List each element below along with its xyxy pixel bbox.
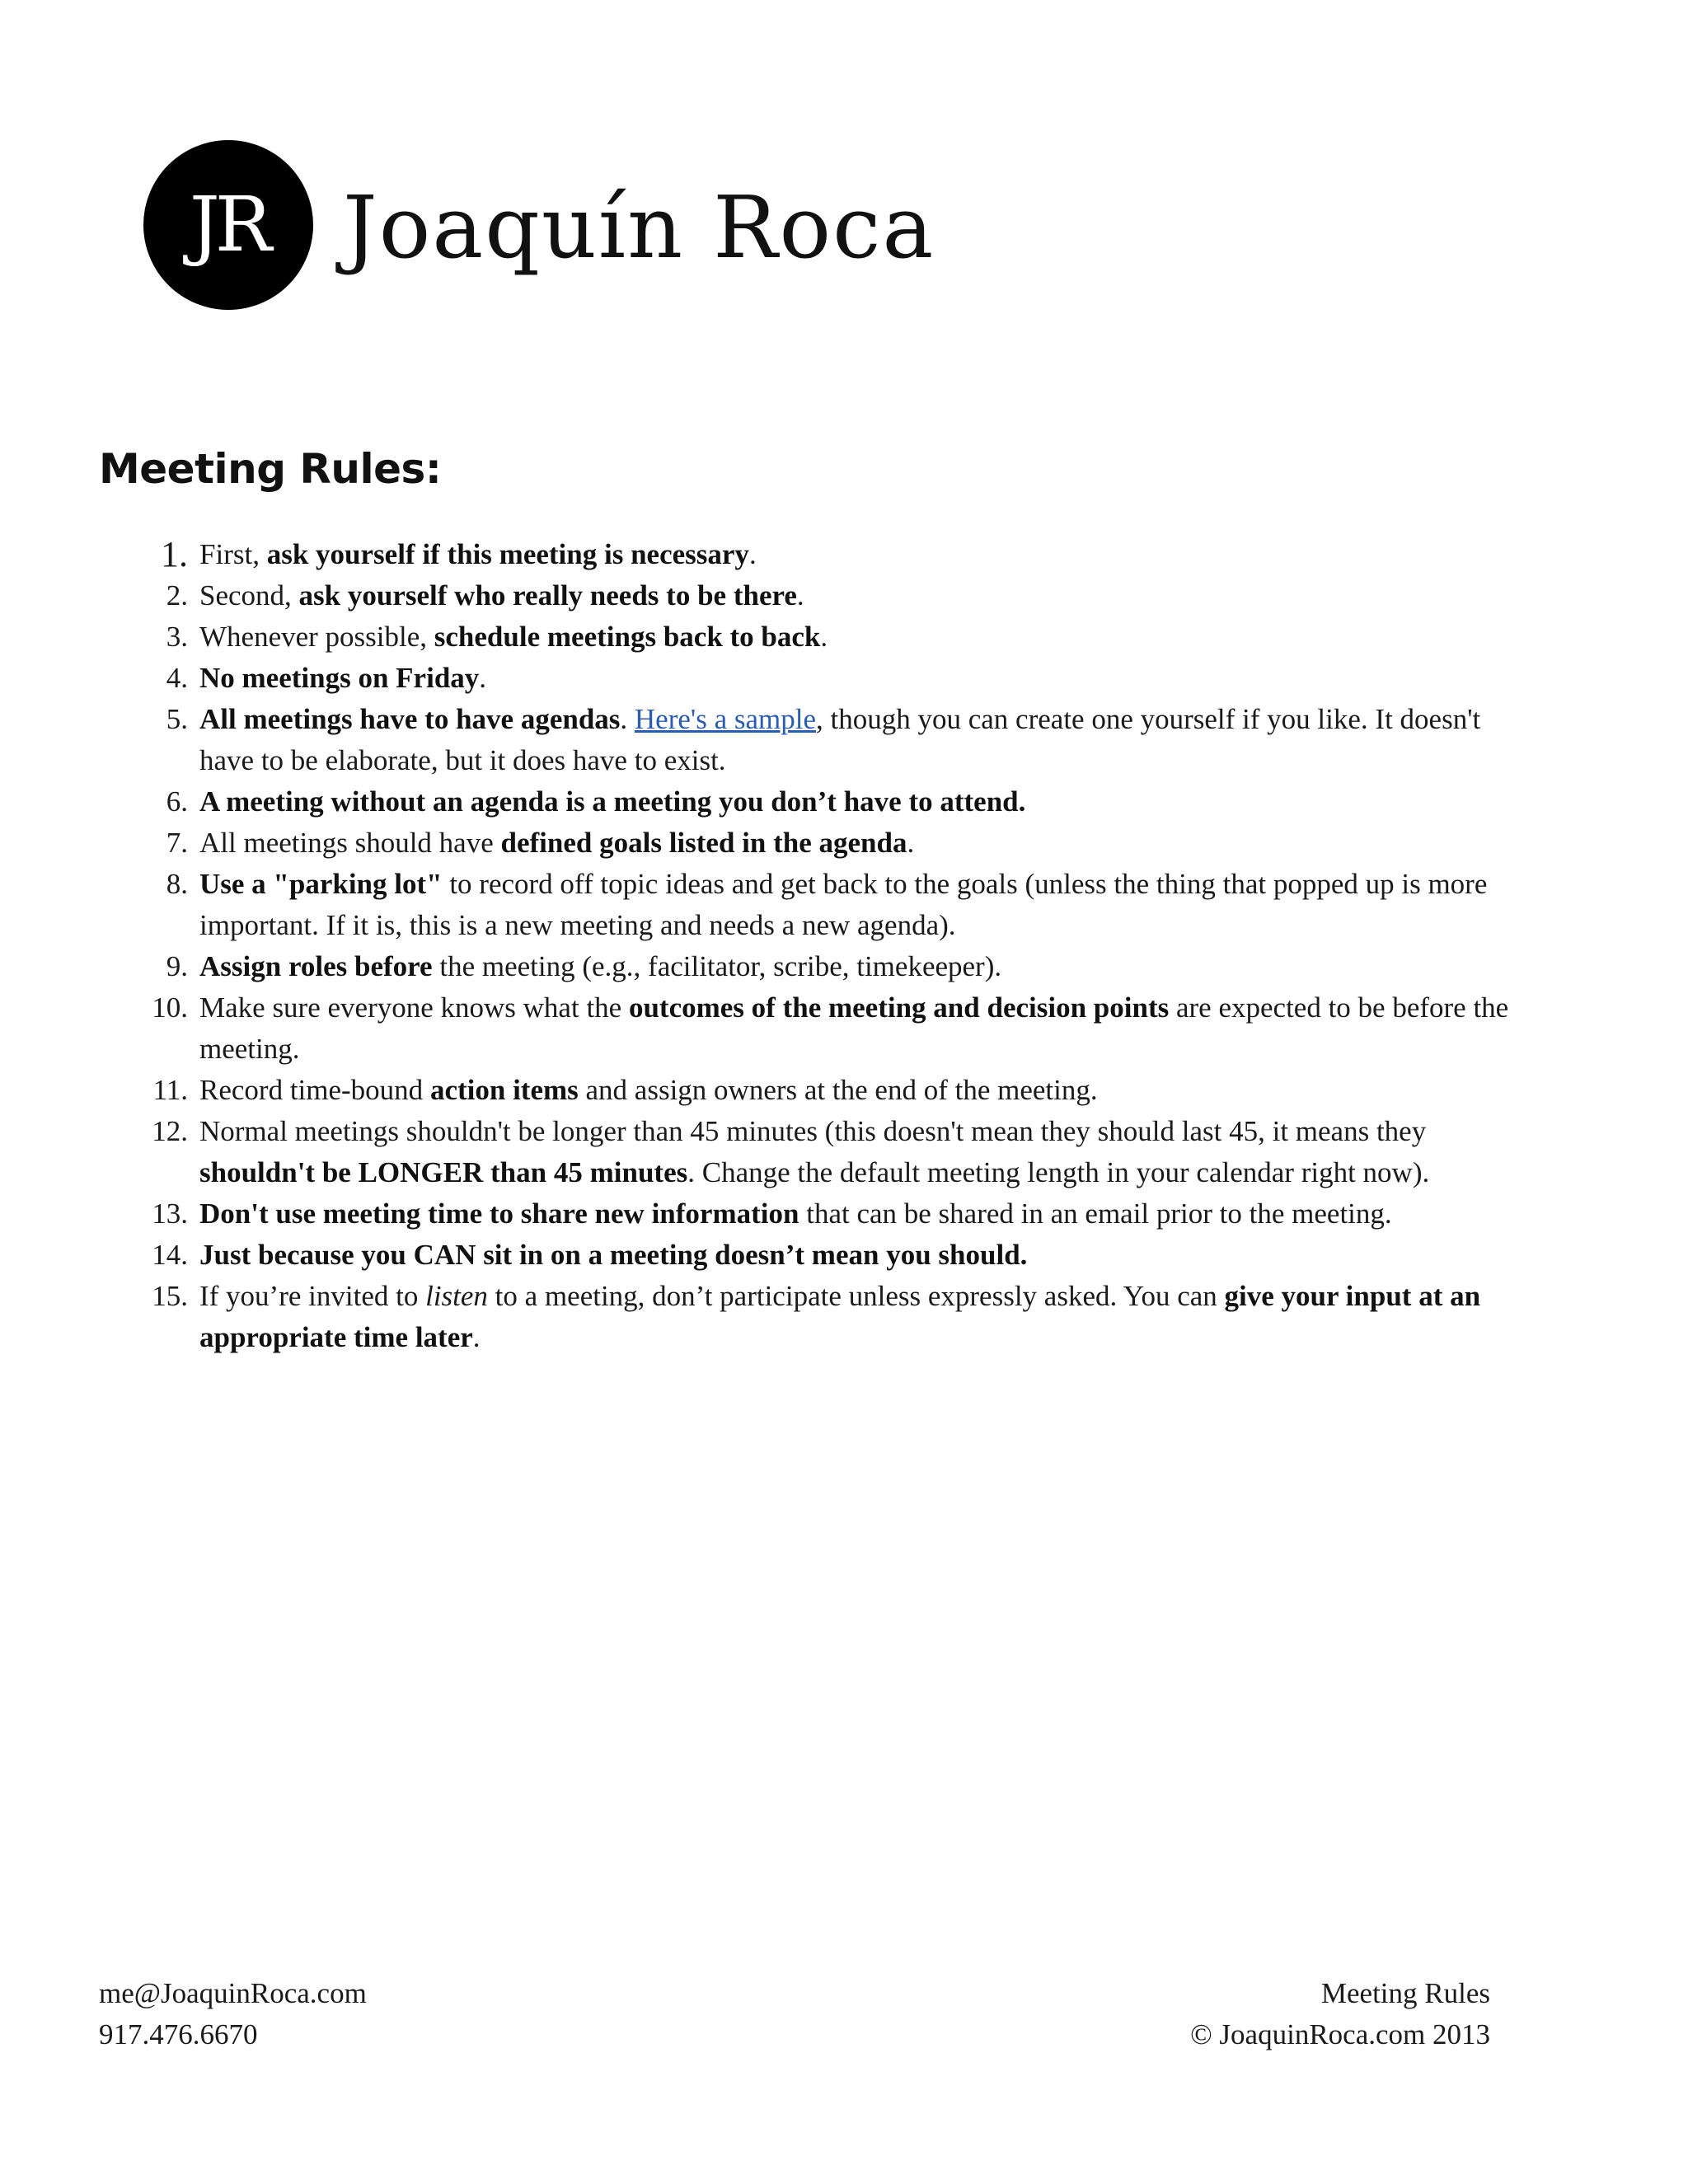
rule-text-part: .	[472, 1321, 481, 1353]
rule-emphasis: Don't use meeting time to share new information	[199, 1197, 799, 1230]
rule-text	[199, 991, 1508, 1065]
rule-text-part: .	[820, 621, 828, 653]
rule-emphasis: schedule meetings back to back	[434, 621, 821, 653]
footer-copyright: © JoaquinRoca.com 2013	[1190, 2018, 1490, 2050]
rule-emphasis: action items	[429, 1074, 579, 1106]
rule-item	[0, 987, 1688, 1070]
rule-text	[199, 703, 1480, 776]
rule-italic: listen	[425, 1280, 488, 1312]
rule-item	[0, 864, 1688, 946]
rule-item	[0, 658, 1688, 699]
rule-item	[0, 616, 1688, 658]
rule-text	[199, 662, 486, 694]
footer-doc-title: Meeting Rules	[1320, 1977, 1490, 2009]
rule-text-part: , though you can create one yourself if you like. It doesn't have to be elaborate, but it does have to exist.	[199, 703, 1481, 776]
rule-number: 14.	[152, 1239, 188, 1271]
rule-text	[199, 621, 828, 653]
sample-agenda-link[interactable]: Here's a sample	[634, 703, 817, 735]
rule-text-part: If you’re invited to	[199, 1280, 426, 1312]
rule-text	[199, 1280, 1480, 1353]
rule-text-part: to a meeting, don’t participate unless expressly asked. You can	[487, 1280, 1225, 1312]
rule-text	[199, 950, 1001, 982]
rule-text	[199, 1074, 1098, 1106]
rule-text-part: that can be shared in an email prior to the meeting.	[799, 1197, 1392, 1230]
rule-text	[199, 579, 804, 612]
rule-emphasis: shouldn't be LONGER than 45 minutes	[199, 1156, 688, 1188]
logo	[143, 140, 935, 310]
rule-number: 4.	[166, 662, 188, 694]
rule-item	[0, 1193, 1688, 1235]
rules-list	[0, 534, 1688, 1358]
footer-phone: 917.476.6670	[99, 2018, 258, 2050]
rule-item	[0, 1276, 1688, 1358]
logo-initials: JR	[189, 180, 268, 269]
rule-emphasis: No meetings on Friday	[199, 662, 480, 694]
rule-emphasis: Use a "parking lot"	[199, 868, 443, 900]
page-title: Meeting Rules:	[99, 445, 442, 493]
logo-name: Joaquín Roca	[343, 177, 935, 278]
rule-text-part: Record time-bound	[199, 1074, 430, 1106]
rule-emphasis: All meetings have to have agendas	[199, 703, 621, 735]
rule-text	[199, 785, 1025, 818]
rule-item	[0, 575, 1688, 616]
logo-monogram	[143, 140, 313, 310]
rule-text-part: to record off topic ideas and get back to the goals (unless the thing that popped up is more important. If it is, this is a new meeting and needs a new agenda).	[199, 868, 1488, 941]
rule-number: 2.	[166, 579, 188, 612]
rule-number: 9.	[166, 950, 188, 982]
rule-text-part: .	[620, 703, 635, 735]
footer-doc-info	[1190, 1973, 1490, 2055]
rule-item	[0, 1070, 1688, 1111]
rule-number: 8.	[166, 868, 188, 900]
rule-emphasis: defined goals listed in the agenda	[500, 827, 907, 859]
rule-text-part: Second,	[199, 579, 299, 612]
rule-text-part: the meeting (e.g., facilitator, scribe, timekeeper).	[432, 950, 1002, 982]
rule-item	[0, 781, 1688, 823]
rule-emphasis: A meeting without an agenda is a meeting you don’t have to attend.	[199, 785, 1026, 818]
rule-item	[0, 534, 1688, 575]
rule-text-part: and assign owners at the end of the meeting.	[578, 1074, 1098, 1106]
rule-text	[199, 538, 757, 570]
rule-number: 6.	[166, 785, 188, 818]
rule-item	[0, 1235, 1688, 1276]
rule-emphasis: ask yourself if this meeting is necessary	[266, 538, 749, 570]
rule-emphasis: outcomes of the meeting and decision points	[628, 991, 1170, 1024]
rule-text	[199, 1239, 1027, 1271]
rule-text-part: First,	[199, 538, 267, 570]
rule-text-part: .	[479, 662, 487, 694]
rule-emphasis: Assign roles before	[199, 950, 433, 982]
rule-number: 10.	[152, 991, 188, 1024]
rule-emphasis: ask yourself who really needs to be there	[298, 579, 797, 612]
rule-text-part: Normal meetings shouldn't be longer than 45 minutes (this doesn't mean they should last 45, it means they	[199, 1115, 1427, 1147]
rule-number: 5.	[166, 703, 188, 735]
rule-text-part: Make sure everyone knows what the	[199, 991, 629, 1024]
rule-text-part: .	[796, 579, 804, 612]
rule-text	[199, 1115, 1429, 1188]
rule-number: 11.	[152, 1074, 188, 1106]
rule-emphasis: give your input at an appropriate time later	[199, 1280, 1481, 1353]
rule-text	[199, 868, 1487, 941]
rule-text	[199, 827, 914, 859]
rule-number: 1.	[161, 534, 188, 574]
rule-number: 3.	[166, 621, 188, 653]
rule-text-part: .	[748, 538, 757, 570]
rule-number: 13.	[152, 1197, 188, 1230]
rule-number: 15.	[152, 1280, 188, 1312]
rule-text	[199, 1197, 1392, 1230]
rule-item	[0, 699, 1688, 781]
rule-text-part: Whenever possible,	[199, 621, 434, 653]
rule-text-part: are expected to be before the meeting.	[199, 991, 1509, 1065]
rule-item	[0, 1111, 1688, 1193]
rule-item	[0, 823, 1688, 864]
rule-emphasis: Just because you CAN sit in on a meeting doesn’t mean you should.	[199, 1239, 1028, 1271]
rule-text-part: .	[907, 827, 915, 859]
rule-number: 7.	[166, 827, 188, 859]
rule-number: 12.	[152, 1115, 188, 1147]
rule-text-part: All meetings should have	[199, 827, 501, 859]
rule-item	[0, 946, 1688, 987]
footer-contact	[99, 1973, 367, 2055]
footer-email: me@JoaquinRoca.com	[99, 1977, 367, 2009]
rule-text-part: . Change the default meeting length in your calendar right now).	[687, 1156, 1430, 1188]
